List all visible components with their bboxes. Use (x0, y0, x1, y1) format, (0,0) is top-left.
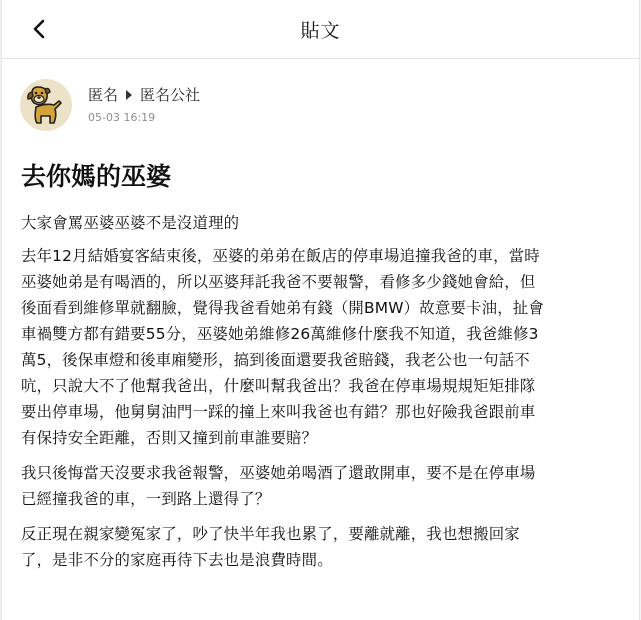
post-date: 05-03 16:19 (88, 111, 156, 124)
back-button[interactable] (26, 16, 52, 42)
forum-name[interactable]: 匿名公社 (140, 86, 201, 104)
post-paragraph: 反正現在親家變冤家了，吵了快半年我也累了，要離就離，我也想搬回家 了，是非不分的家庭再待下去也是浪費時間。 (21, 525, 520, 569)
author-forum-line (88, 84, 200, 105)
avatar[interactable] (20, 79, 72, 131)
author-meta (88, 84, 200, 124)
post-paragraph: 大家會罵巫婆巫婆不是沒道理的 (21, 214, 240, 232)
top-bar (2, 0, 639, 59)
author-section (2, 59, 639, 133)
post-title: 去你媽的巫婆 (21, 162, 172, 191)
post-page (1, 0, 640, 620)
post-paragraph: 去年12月結婚宴客結束後，巫婆的弟弟在飯店的停車場追撞我爸的車，當時 巫婆她弟是有喝酒的，所以巫婆拜託我爸不要報警，看修多少錢她會給，但 後面看到維修單就翻臉，覺得我爸看她弟有錢（開BMW）故意要卡油，扯會 車禍雙方都有錯要55分，巫婆她弟維修26萬維修什麼我不知道，我爸維修3 萬5，後保車燈和後車廂變形，搞到後面還要我爸賠錢，我老公也一句話不 吭，只說大不了他幫我爸出，什麼叫幫我爸出？我爸在停車場規規矩矩排隊 要出停車場，他舅舅油門一踩的撞上來叫我爸也有錯？那也好險我爸跟前車 有保持安全距離，否則又撞到前車誰要賠？ (21, 247, 544, 447)
post-content (2, 160, 639, 573)
chevron-left-icon (32, 19, 46, 39)
dog-avatar-icon (20, 79, 72, 131)
author-name[interactable]: 匿名 (88, 86, 119, 104)
page-title: 貼文 (300, 19, 341, 42)
post-paragraph: 我只後悔當天沒要求我爸報警，巫婆她弟喝酒了還敢開車，要不是在停車場 已經撞我爸的車，一到路上還得了？ (21, 464, 536, 508)
triangle-right-icon (126, 90, 132, 100)
